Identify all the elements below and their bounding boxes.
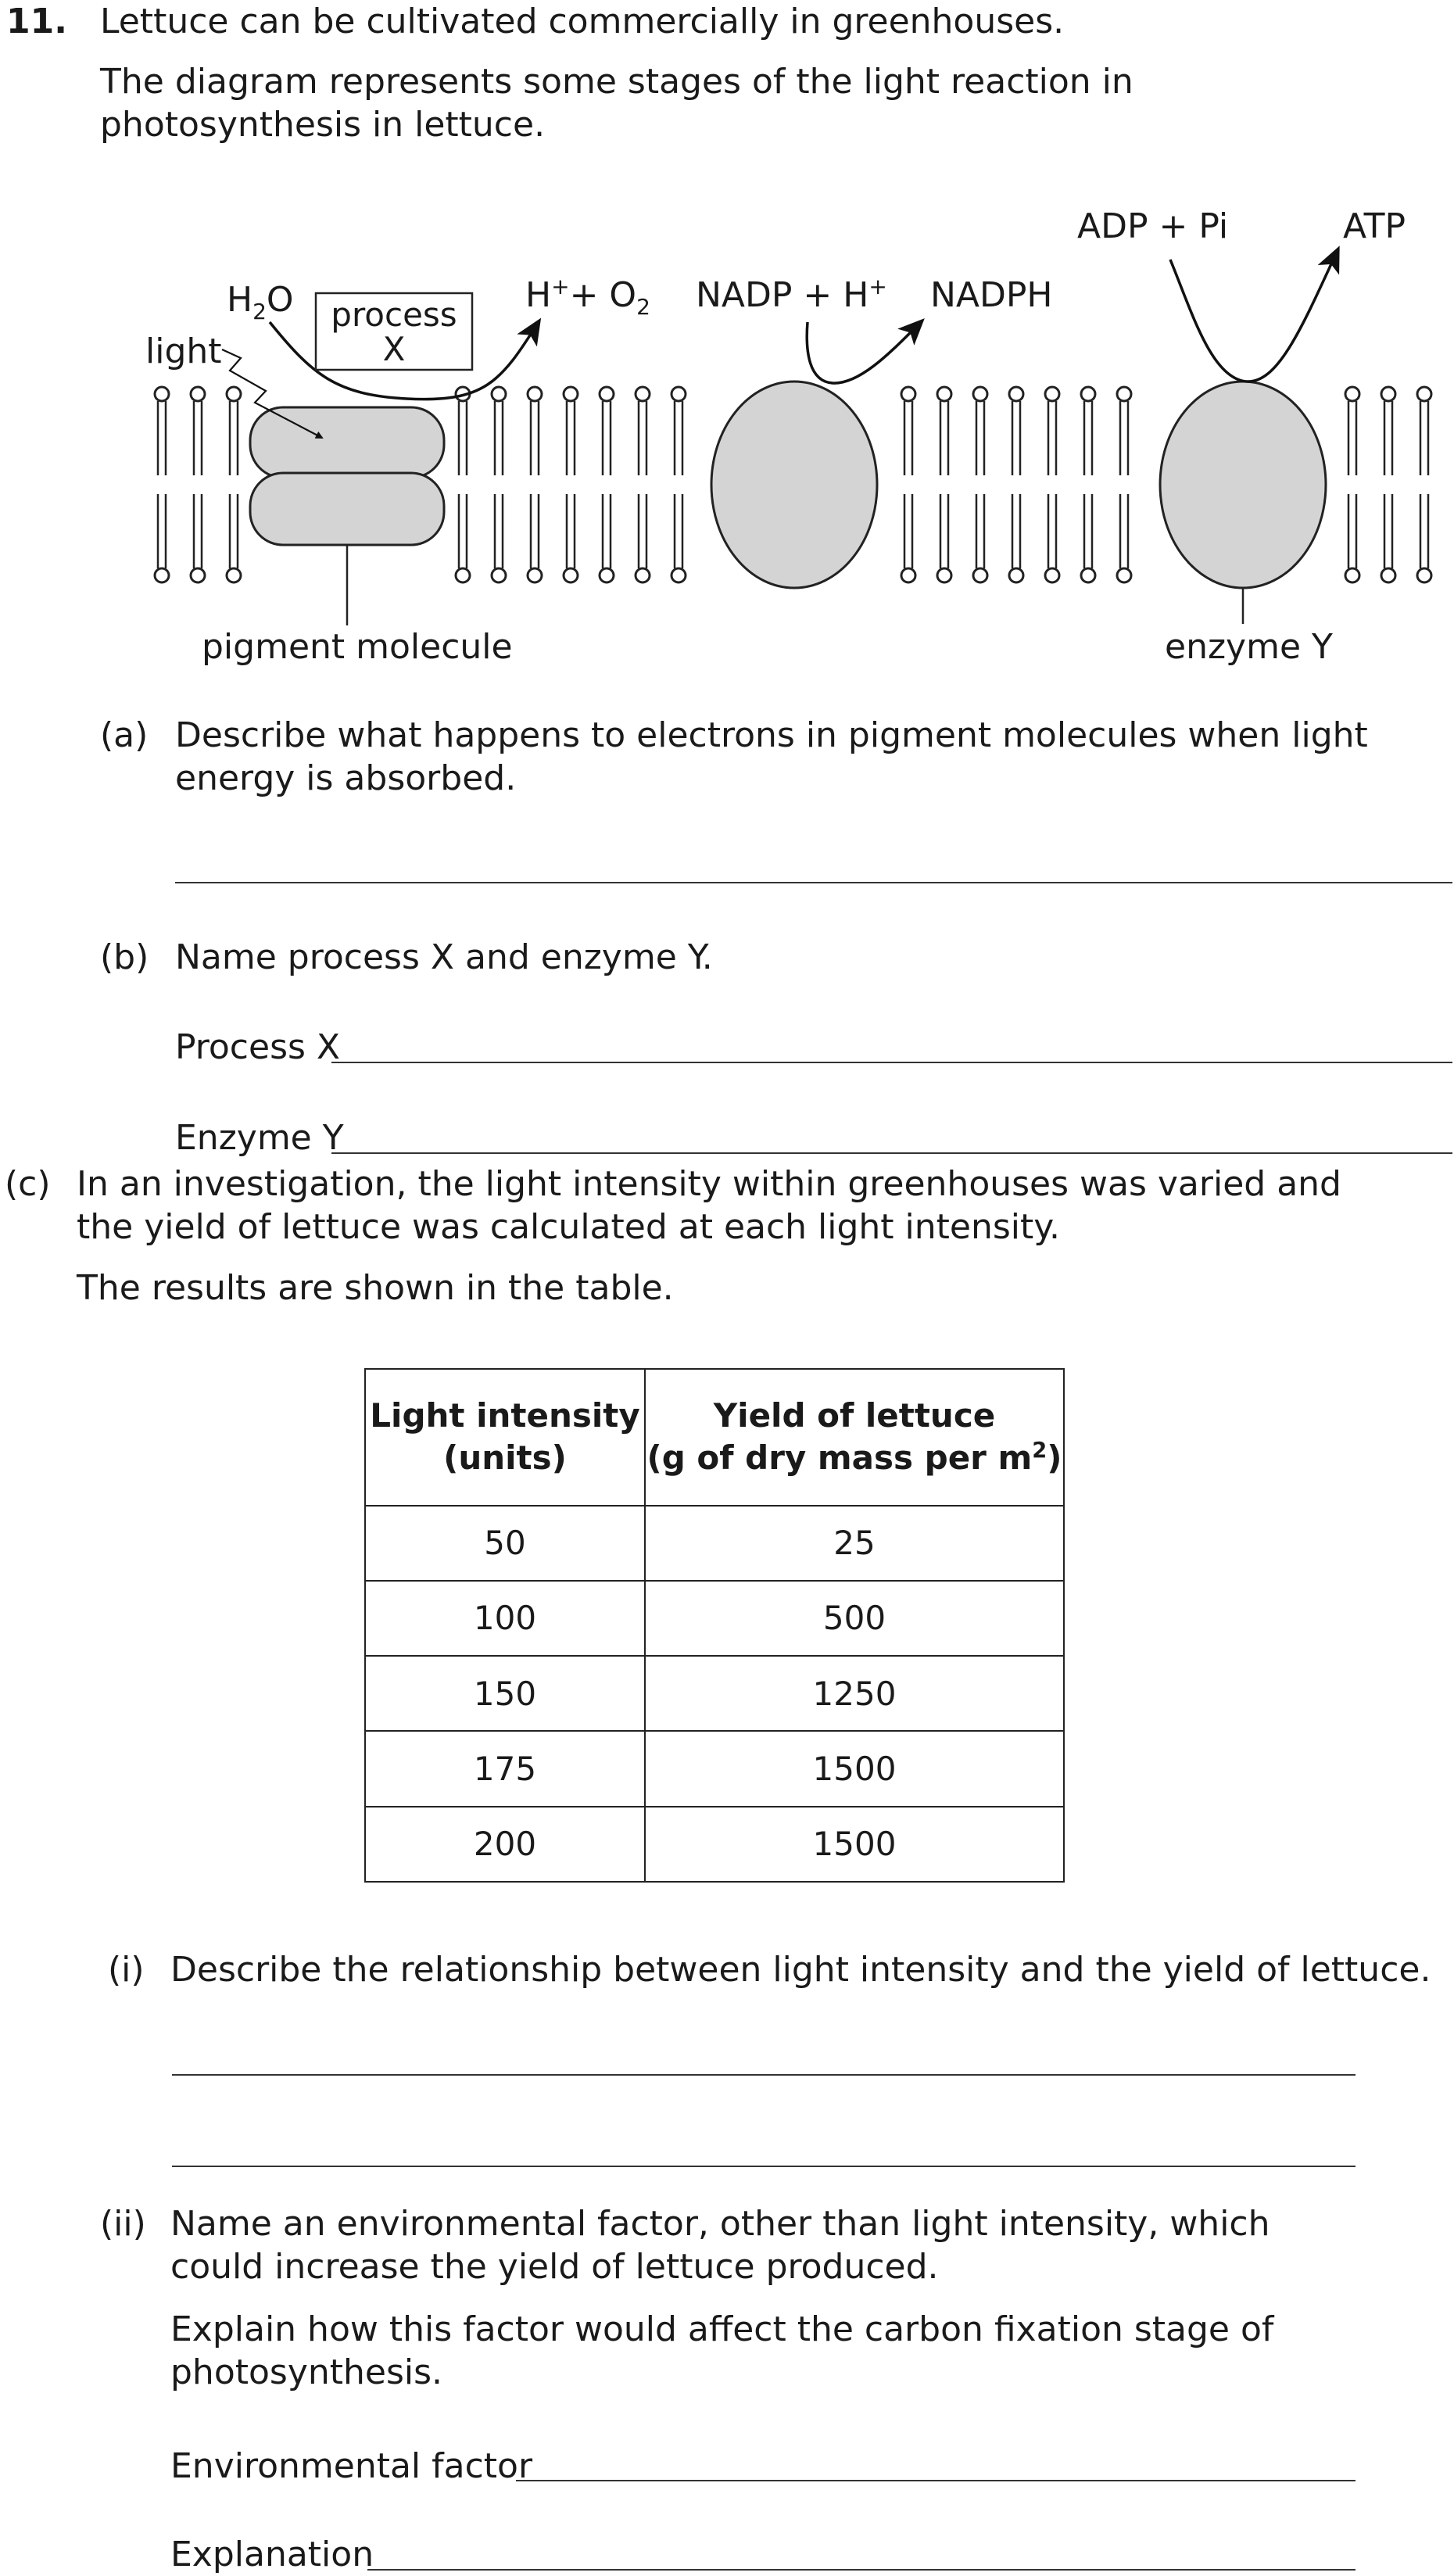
env-factor-answer-line[interactable]	[516, 2480, 1356, 2481]
part-c-i-answer-line-2[interactable]	[172, 2166, 1356, 2167]
header-yield-line1: Yield of lettuce	[713, 1396, 996, 1435]
part-b-label: (b)	[100, 937, 149, 977]
cell-light: 100	[365, 1581, 645, 1656]
table-header-row	[365, 1369, 1064, 1506]
part-a-label: (a)	[100, 715, 149, 755]
hplus-o2-label: $H^++ O_2$	[525, 274, 650, 320]
cell-light: 50	[365, 1506, 645, 1581]
table-row	[365, 1656, 1064, 1731]
cell-light: 200	[365, 1807, 645, 1882]
table-row	[365, 1506, 1064, 1581]
part-a-answer-line[interactable]	[175, 882, 1452, 883]
table-row	[365, 1731, 1064, 1806]
part-a-text: Describe what happens to electrons in pigment molecules when light energy is absorbed.	[175, 715, 1368, 798]
table-row	[365, 1807, 1064, 1882]
pigment-molecule-label: pigment molecule	[202, 627, 513, 667]
process-x-label-line2: X	[382, 330, 406, 368]
part-c-ii-text2: Explain how this factor would affect the carbon fixation stage of photosynthesis.	[170, 2309, 1274, 2392]
pigment-molecule-bottom	[250, 473, 444, 545]
part-c-i-text: Describe the relationship between light intensity and the yield of lettuce.	[170, 1950, 1431, 1990]
explanation-prompt: Explanation	[170, 2535, 374, 2574]
nadp-protein	[711, 382, 877, 588]
header-yield-line2: (g of dry mass per $m^2$)	[646, 1438, 1062, 1478]
part-c-i-label: (i)	[108, 1950, 145, 1990]
cell-yield: 500	[645, 1581, 1064, 1656]
atp-arrow	[1170, 249, 1338, 382]
header-light-line1: Light intensity	[370, 1396, 640, 1435]
cell-yield: 1500	[645, 1731, 1064, 1806]
header-light-intensity	[365, 1369, 645, 1506]
part-c-i-answer-line-1[interactable]	[172, 2074, 1356, 2076]
question-intro: Lettuce can be cultivated commercially in greenhouses.	[100, 2, 1065, 41]
env-factor-prompt: Environmental factor	[170, 2446, 533, 2486]
process-x-answer-line[interactable]	[331, 1062, 1452, 1063]
light-reaction-diagram	[0, 0, 1454, 688]
cell-yield: 1250	[645, 1656, 1064, 1731]
process-x-prompt: Process X	[175, 1027, 341, 1067]
cell-light: 150	[365, 1656, 645, 1731]
cell-yield: 1500	[645, 1807, 1064, 1882]
light-label: light	[145, 331, 222, 371]
cell-yield: 25	[645, 1506, 1064, 1581]
nadph-label: NADPH	[930, 275, 1053, 315]
enzyme-y-shape	[1160, 382, 1326, 588]
enzyme-y-label: enzyme Y	[1165, 627, 1333, 667]
part-c-label: (c)	[5, 1164, 51, 1204]
part-b-text: Name process X and enzyme Y.	[175, 937, 713, 977]
h2o-label: $H_2O$	[227, 280, 294, 324]
part-c-ii-text1: Name an environmental factor, other than light intensity, which could increase the yield of lettuce produced.	[170, 2204, 1270, 2287]
question-number: 11.	[6, 2, 67, 41]
adp-pi-label: ADP + Pi	[1077, 206, 1229, 246]
part-c-ii-label: (ii)	[100, 2204, 146, 2244]
diagram-intro: The diagram represents some stages of the light reaction in photosynthesis in lettuce.	[100, 62, 1133, 145]
part-c-text: In an investigation, the light intensity within greenhouses was varied and the yield of lettuce was calculated at each light intensity.	[77, 1164, 1341, 1247]
enzyme-y-answer-line[interactable]	[331, 1152, 1452, 1154]
atp-label: ATP	[1343, 206, 1406, 246]
pigment-molecule-top	[250, 407, 444, 478]
results-table	[364, 1368, 1065, 1883]
cell-light: 175	[365, 1731, 645, 1806]
header-yield	[645, 1369, 1064, 1506]
part-c-results: The results are shown in the table.	[77, 1268, 674, 1308]
process-x-label-line1: process	[331, 296, 457, 334]
header-light-line2: (units)	[443, 1438, 567, 1478]
enzyme-y-prompt: Enzyme Y	[175, 1118, 344, 1158]
explanation-answer-line[interactable]	[367, 2569, 1356, 2571]
nadp-arrow	[807, 321, 922, 383]
table-row	[365, 1581, 1064, 1656]
nadp-h-label: NADP + H+	[696, 274, 887, 315]
